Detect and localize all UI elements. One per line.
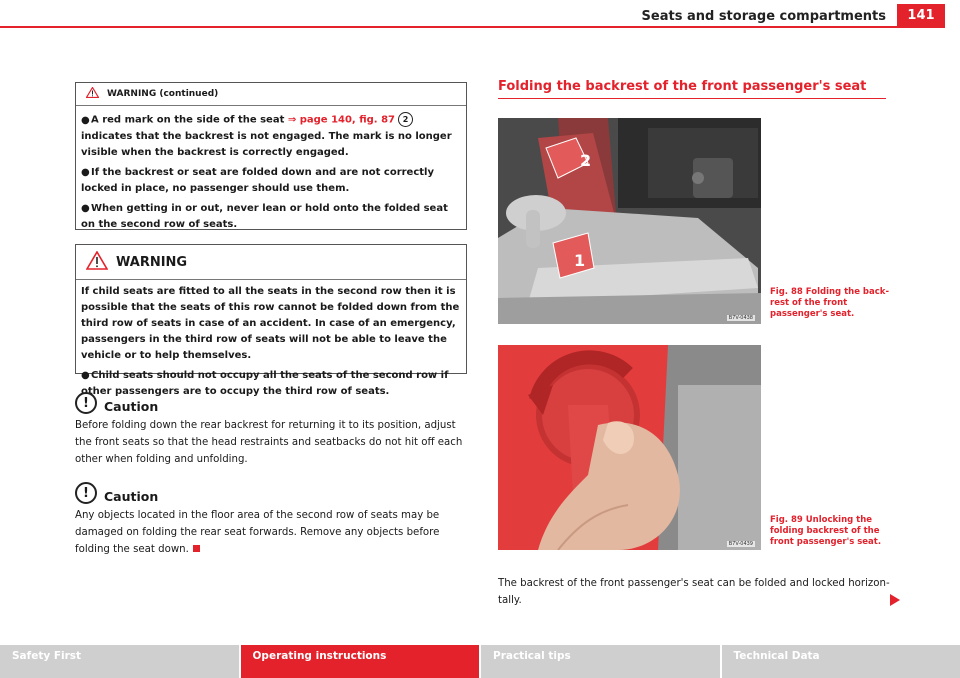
fig-88-label-2: 2: [580, 151, 592, 170]
warning-paragraph: If child seats are fitted to all the seats in the second row then it is possible that the seats of this row cannot be folded down from the third row of seats in case of an accident. In case of an emergency, passengers in the third row of seats will not be able to leave the vehicle or to help themselves.: [81, 286, 460, 361]
page-header-title: Seats and storage compartments: [641, 9, 886, 24]
warning-continued-bullet-3: ●When getting in or out, never lean or hold onto the folded seat on the second row of seats.: [81, 202, 448, 230]
warning-bullet: ●Child seats should not occupy all the seats of the second row if other passengers are to occupy the third row of seats.: [81, 370, 449, 397]
fig-88-code: B7V-0438: [728, 315, 753, 321]
warning-box: [75, 244, 467, 397]
caution-1-text: Before folding down the rear backrest for returning it to its position, adjust the front seats so that the head restraints and seatbacks do not hit off each other when folding and unfolding.: [75, 420, 463, 465]
warning-triangle-icon: [86, 251, 108, 274]
caution-1: [75, 392, 470, 468]
caution-2: [75, 482, 470, 558]
caution-2-heading: Caution: [104, 489, 159, 504]
footer-tab-practical-tips[interactable]: Practical tips: [481, 645, 720, 678]
footer-tab-technical-data[interactable]: Technical Data: [722, 645, 960, 678]
warning-triangle-icon: [86, 87, 99, 101]
header-rule: [0, 26, 945, 28]
warning-continued-heading: WARNING (continued): [107, 89, 219, 99]
page-number: 141: [897, 4, 945, 26]
callout-number: 2: [398, 112, 413, 127]
section-title: Folding the backrest of the front passenger's seat: [498, 79, 886, 99]
fig-88-image: [498, 118, 761, 324]
warning-continued-box: [75, 82, 467, 230]
caution-exclamation-icon: !: [75, 482, 97, 504]
fig-89-caption: Fig. 89 Unlocking the folding backrest of the front passenger's seat.: [770, 515, 882, 547]
caution-exclamation-icon: !: [75, 392, 97, 414]
warning-continued-bullet-2: ●If the backrest or seat are folded down and are not correctly locked in place, no passenger should use them.: [81, 166, 434, 194]
caution-2-text: Any objects located in the floor area of the second row of seats may be damaged on folding the rear seat forwards. Remove any objects before folding the seat down.: [75, 510, 440, 555]
footer-tab-safety-first[interactable]: Safety First: [0, 645, 239, 678]
footer-tab-operating-instructions[interactable]: Operating instructions: [241, 645, 480, 678]
fig-88-caption: Fig. 88 Folding the back-rest of the front passenger's seat.: [770, 287, 889, 319]
fig-88-label-1: 1: [574, 251, 586, 270]
fig-87-link[interactable]: page 140, fig. 87: [299, 114, 395, 126]
continue-arrow-icon: [890, 591, 900, 610]
body-paragraph: The backrest of the front passenger's seat can be folded and locked horizon-tally.: [498, 578, 890, 606]
end-of-section-marker: [193, 545, 200, 552]
fig-89-code: B7V-0439: [728, 541, 753, 547]
warning-continued-bullet-1: ●A red mark on the side of the seat ⇒ page 140, fig. 87 2indicates that the backrest is not engaged. The mark is no longer visible when the backrest is correctly engaged.: [81, 112, 461, 161]
footer-nav: [0, 645, 960, 678]
warning-heading: WARNING: [116, 254, 188, 270]
caution-1-heading: Caution: [104, 399, 159, 414]
warning-header: [76, 245, 466, 280]
fig-89-image: [498, 345, 761, 550]
warning-continued-header: [76, 83, 466, 106]
